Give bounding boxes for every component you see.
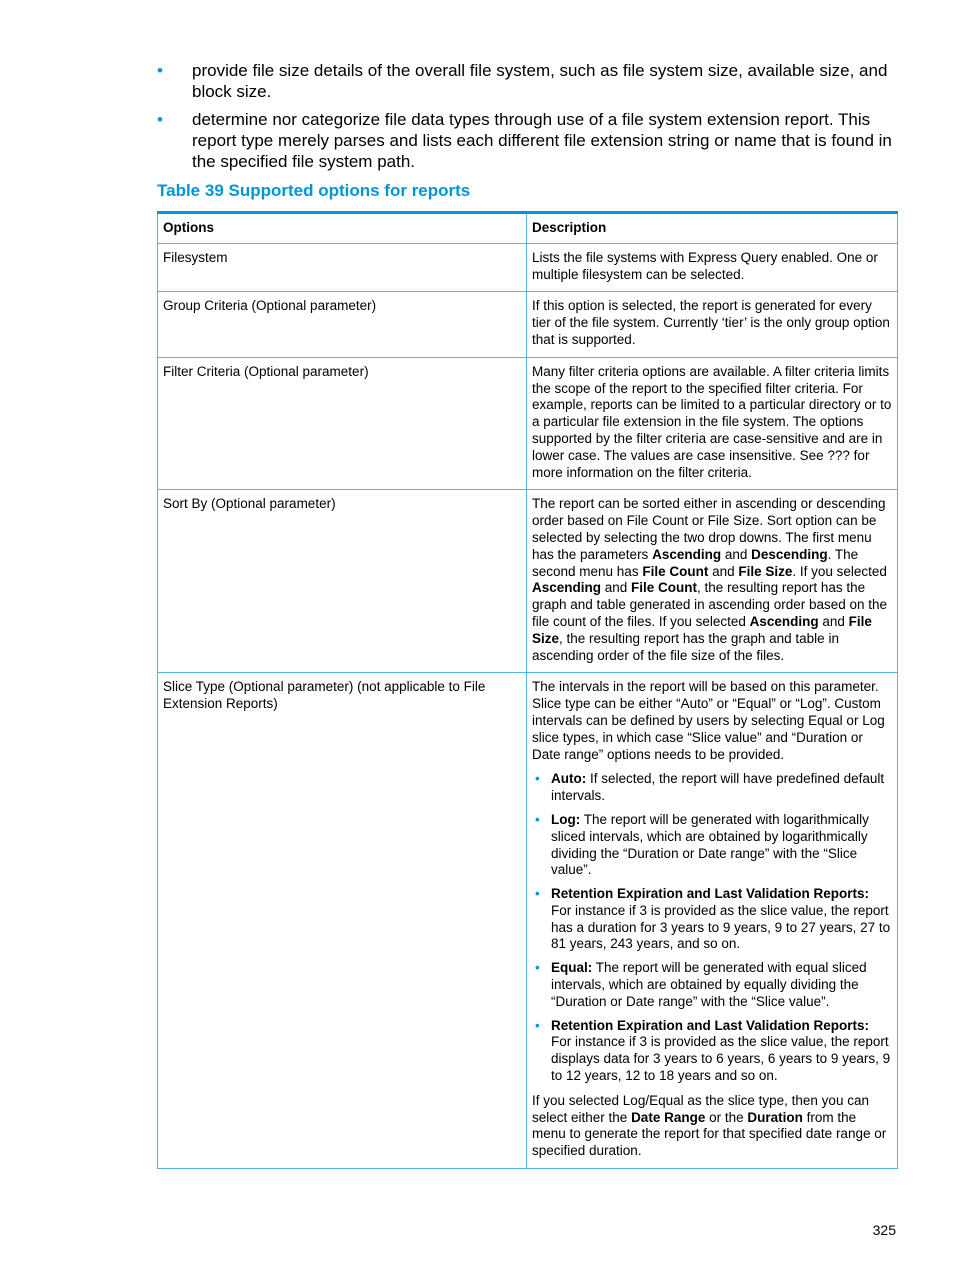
options-table xyxy=(157,211,898,1169)
bullet-icon: • xyxy=(157,61,163,80)
description-cell: Lists the file systems with Express Query enabled. One or multiple filesystem can be selected. xyxy=(527,243,898,292)
bold-term: Ascending xyxy=(652,546,722,562)
bullet-icon: • xyxy=(157,110,163,129)
description-text xyxy=(532,1093,892,1160)
list-item xyxy=(532,886,892,953)
table-row xyxy=(158,292,898,357)
list-item xyxy=(532,960,892,1010)
bullet-icon: • xyxy=(535,771,540,787)
text-span: , the resulting report has the graph and table in ascending order of the file size of the files. xyxy=(532,630,839,663)
text-span: If selected, the report will have predefined default intervals. xyxy=(551,771,885,804)
text-span: , the resulting report has the graph and table generated in ascending order based on the file count of the files. If you selected xyxy=(532,580,888,629)
list-item xyxy=(532,812,892,879)
description-cell xyxy=(527,673,898,1169)
option-cell: Slice Type (Optional parameter) (not applicable to File Extension Reports) xyxy=(158,673,527,1169)
text-span: For instance if 3 is provided as the slice value, the report has a duration for 3 years to 9 years, 9 to 27 years, 27 to 81 years, 243 years, and so on. xyxy=(551,902,891,952)
table-row xyxy=(158,673,898,1169)
page-number: 325 xyxy=(872,1222,896,1238)
text-span: If you selected Log/Equal as the slice type, then you can select either the xyxy=(532,1092,869,1125)
slice-type-list xyxy=(532,771,892,1085)
text-span: The report can be sorted either in ascending or descending order based on File Count or File Size. Sort option can be selected by selecting the two drop downs. The first menu has the parameters xyxy=(532,496,886,562)
bullet-icon: • xyxy=(535,1017,540,1033)
text-span: and xyxy=(818,613,849,629)
text-span: and xyxy=(708,563,739,579)
bold-term: Date Range xyxy=(631,1109,706,1125)
text-span: . The second menu has xyxy=(532,546,859,579)
text-span: For instance if 3 is provided as the slice value, the report displays data for 3 years to 6 years, 6 years to 9 years, 9 to 12 years, 12 to 18 years and so on. xyxy=(551,1034,891,1084)
description-text: The intervals in the report will be based on this parameter. Slice type can be either “Auto” or “Equal” or “Log”. Custom intervals can be defined by users by selecting Equal or Log slice types, in which case “Slice value” and “Duration or Date range” options needs to be provided. xyxy=(532,679,885,762)
text-span: The report will be generated with equal sliced intervals, which are obtained by equally dividing the “Duration or Date range” with the “Slice value”. xyxy=(551,960,867,1009)
text-span: . If you selected xyxy=(792,563,887,579)
list-item-text: provide file size details of the overall file system, such as file system size, available size, and block size. xyxy=(192,61,888,101)
bullet-icon: • xyxy=(535,811,540,827)
bullet-icon: • xyxy=(535,960,540,976)
bullet-icon: • xyxy=(535,886,540,902)
text-span: and xyxy=(601,580,632,596)
table-header-row xyxy=(158,213,898,244)
bold-term: File Count xyxy=(631,580,698,596)
list-item xyxy=(157,60,899,102)
table-caption: Table 39 Supported options for reports xyxy=(157,181,471,200)
description-cell: If this option is selected, the report is generated for every tier of the file system. Currently ‘tier’ is the only group option that is supported. xyxy=(527,292,898,357)
option-cell: Filesystem xyxy=(158,243,527,292)
list-item xyxy=(532,771,892,805)
text-span: or the xyxy=(705,1109,748,1125)
text-span: and xyxy=(721,546,752,562)
bold-term: Equal: xyxy=(551,960,593,976)
header-options: Options xyxy=(158,213,527,244)
table-row xyxy=(158,357,898,490)
table-row xyxy=(158,243,898,292)
list-item xyxy=(157,109,899,172)
text-span: The report will be generated with logarithmically sliced intervals, which are obtained by logarithmically dividing the “Duration or Date range” with the “Slice value”. xyxy=(551,811,869,878)
description-cell: Many filter criteria options are available. A filter criteria limits the scope of the report to the specified filter criteria. For example, reports can be limited to a particular directory or to a particular file extension in the file system. The options supported by the filter criteria are case-sensitive and are in lower case. The values are case insensitive. See ??? for more information on the filter criteria. xyxy=(527,357,898,490)
bold-term: Auto: xyxy=(551,771,587,787)
bold-term: File Size xyxy=(532,613,872,646)
text-span: from the menu to generate the report for that specified date range or specified duration. xyxy=(532,1109,887,1159)
description-text xyxy=(532,496,892,664)
option-cell: Group Criteria (Optional parameter) xyxy=(158,292,527,357)
bold-term: Ascending xyxy=(749,613,819,629)
option-cell: Sort By (Optional parameter) xyxy=(158,490,527,673)
bold-term: Retention Expiration and Last Validation Reports: xyxy=(551,1017,870,1033)
bold-term: File Count xyxy=(642,563,709,579)
bold-term: Retention Expiration and Last Validation Reports: xyxy=(551,886,870,902)
bold-term: File Size xyxy=(738,563,793,579)
table-row xyxy=(158,490,898,673)
list-item xyxy=(532,1018,892,1085)
intro-bullet-list xyxy=(157,60,899,179)
bold-term: Log: xyxy=(551,811,581,827)
bold-term: Ascending xyxy=(532,580,602,596)
header-description: Description xyxy=(527,213,898,244)
bold-term: Descending xyxy=(751,546,828,562)
option-cell: Filter Criteria (Optional parameter) xyxy=(158,357,527,490)
description-cell xyxy=(527,490,898,673)
bold-term: Duration xyxy=(747,1109,803,1125)
list-item-text: determine nor categorize file data types through use of a file system extension report. This report type merely parses and lists each different file extension string or name that is found in the specified file system path. xyxy=(192,110,892,171)
